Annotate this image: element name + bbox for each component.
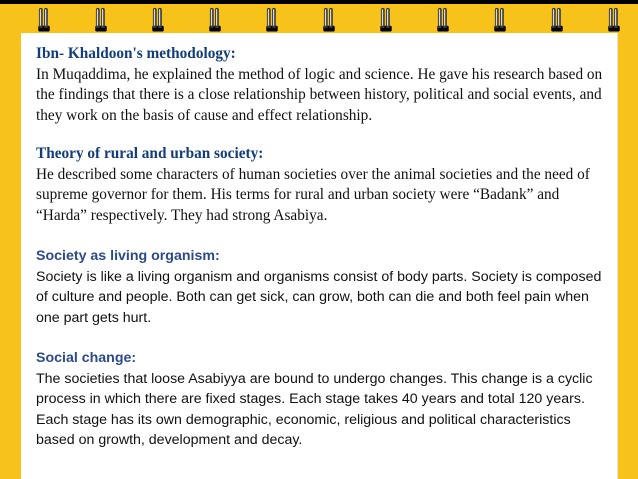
binder-ring-icon [94, 0, 108, 40]
binder-ring-icon [493, 0, 507, 40]
section-heading: Social change: [36, 350, 137, 366]
section-heading: Society as living organism: [36, 248, 220, 264]
section-living-organism [36, 246, 606, 328]
binder-ring-icon [208, 0, 222, 40]
slide-content [36, 44, 606, 451]
binder-ring-icon [151, 0, 165, 40]
section-rural-urban [36, 144, 606, 226]
binder-ring-icon [436, 0, 450, 40]
binder-ring-icon [37, 0, 51, 40]
section-heading: Theory of rural and urban society: [36, 145, 264, 162]
section-social-change [36, 348, 606, 451]
binder-ring-icon [607, 0, 621, 40]
binder-ring-icon [265, 0, 279, 40]
section-body: In Muqaddima, he explained the method of logic and science. He gave his research based on the findings that there is a close relationship between history, political and social events, and they work on the basis of cause and effect relationship. [36, 65, 603, 124]
section-body: Society is like a living organism and organisms consist of body parts. Society is composed of culture and people. Both can get sick, can grow, both can die and both feel pain when one part gets hurt. [36, 268, 602, 326]
binder-ring-icon [322, 0, 336, 40]
binder-ring-icon [379, 0, 393, 40]
section-body: He described some characters of human societies over the animal societies and the need of supreme governor for them. His terms for rural and urban society were “Badank” and “Harda” respectively. They had strong Asabiya. [36, 165, 590, 224]
section-body: The societies that loose Asabiyya are bound to undergo changes. This change is a cyclic process in which there are fixed stages. Each stage takes 40 years and total 120 years. Each stage has its own demographic, economic, religious and political characteristics based on growth, development and decay. [36, 370, 593, 448]
section-heading: Ibn- Khaldoon's methodology: [36, 45, 236, 62]
section-methodology [36, 44, 606, 126]
binder-ring-icon [550, 0, 564, 40]
